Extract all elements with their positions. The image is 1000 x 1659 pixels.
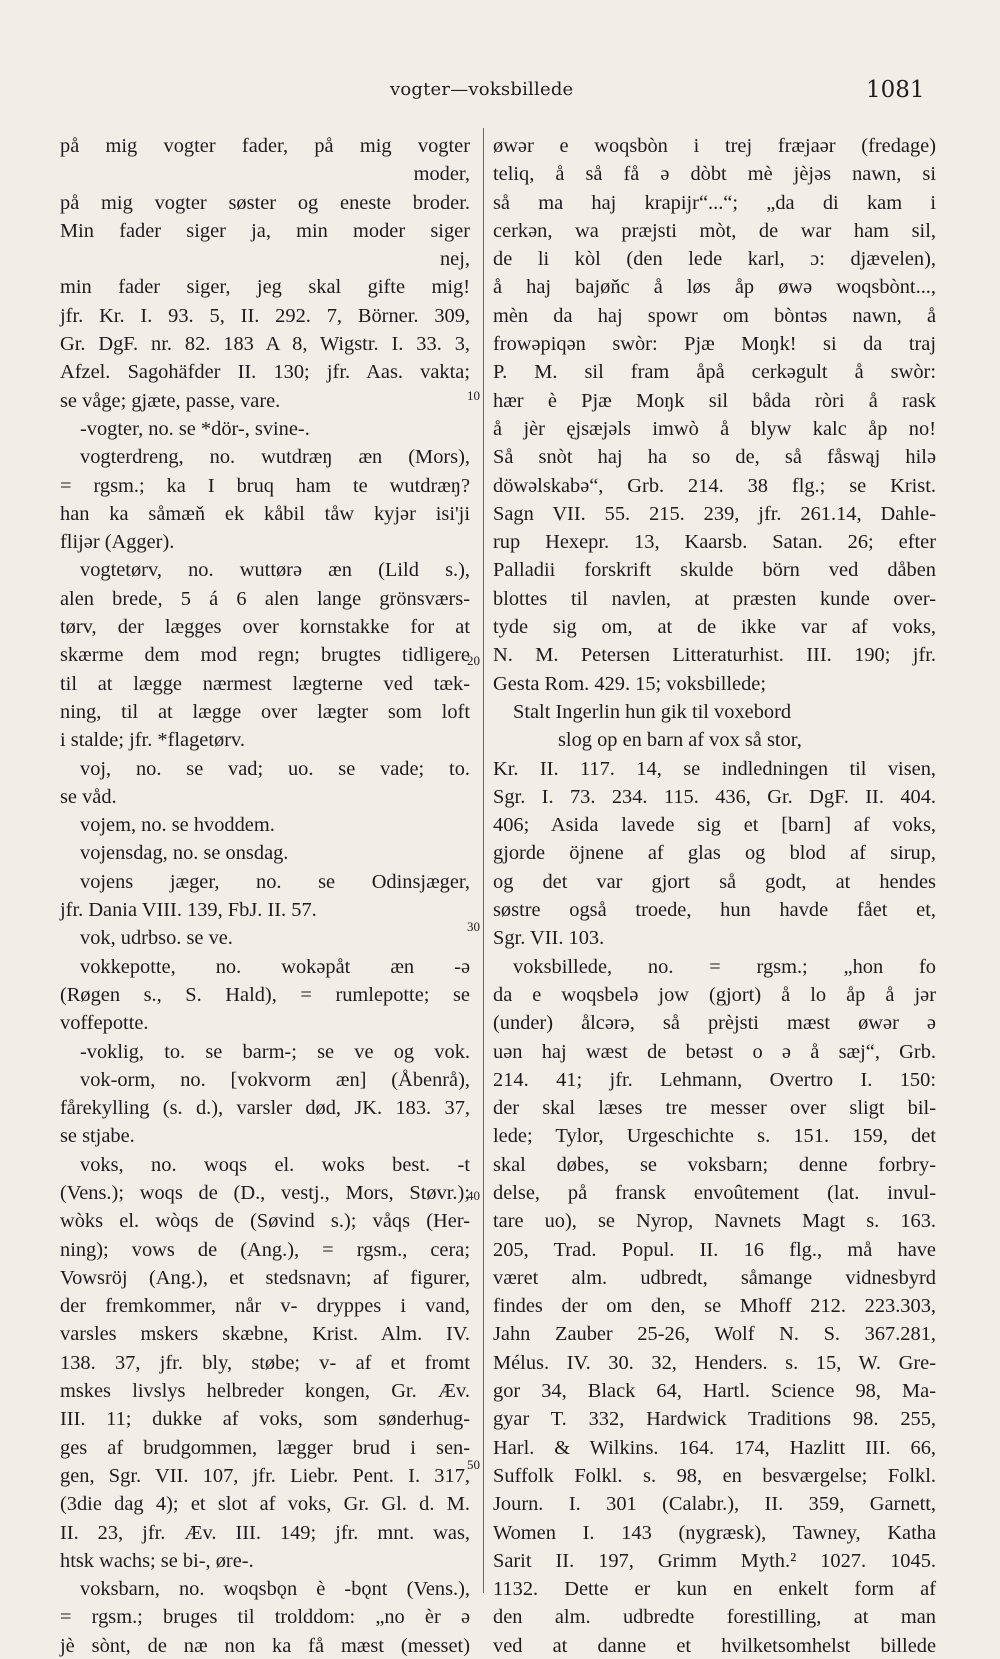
text-line: mskes livslys helbreder kongen, Gr. Æv. xyxy=(60,1380,470,1403)
text-line: N. M. Petersen Litteraturhist. III. 190; jfr. xyxy=(493,644,936,667)
text-line: Gesta Rom. 429. 15; voksbillede; xyxy=(493,672,766,695)
text-line: voffepotte. xyxy=(60,1012,149,1035)
text-line: ning, til at lægge over lægter som loft xyxy=(60,700,470,723)
line-number: 50 xyxy=(467,1457,480,1472)
text-line: på mig vogter søster og eneste broder. xyxy=(60,191,470,214)
text-line: varsles mskers skæbne, Krist. Alm. IV. xyxy=(60,1323,470,1346)
text-line: hær è Pjæ Moŋk sil båda ròri å rask xyxy=(493,389,936,412)
text-line: til at lægge nærmest lægterne ved tæk- xyxy=(60,672,470,695)
text-line: Suffolk Folkl. s. 98, en besværgelse; Folkl. xyxy=(493,1464,936,1487)
text-line: i stalde; jfr. *flagetørv. xyxy=(60,729,245,752)
text-line: jè sònt, de næ non ka få mæst (messet) xyxy=(60,1634,470,1657)
text-line: været alm. udbredt, såmange vidnesbyrd xyxy=(493,1266,936,1289)
text-line: slog op en barn af vox så stor, xyxy=(558,729,802,752)
text-line: Harl. & Wilkins. 164. 174, Hazlitt III. 66, xyxy=(493,1436,936,1459)
text-line: voksbillede, no. = rgsm.; „hon fo xyxy=(513,955,936,978)
text-line: Sagn VII. 55. 215. 239, jfr. 261.14, Dahle- xyxy=(493,502,936,525)
text-line: fårekylling (s. d.), varsler død, JK. 183. 37, xyxy=(60,1097,470,1120)
text-line: findes der om den, se Mhoff 212. 223.303, xyxy=(493,1295,936,1318)
text-line: = rgsm.; bruges til trolddom: „no èr ə xyxy=(60,1606,470,1629)
text-line: (Røgen s., S. Hald), = rumlepotte; se xyxy=(60,983,470,1006)
text-line: så ma haj krapijr“...“; „da di kam i xyxy=(493,191,936,214)
text-line: å haj bajøňc å løs åp øwə woqsbònt..., xyxy=(493,276,936,299)
text-line: (under) ålcərə, så prèjsti mæst øwər ə xyxy=(493,1012,936,1035)
text-line: øwər e woqsbòn i trej fræjaər (fredage) xyxy=(493,135,936,157)
line-number: 40 xyxy=(467,1188,480,1203)
text-line: Stalt Ingerlin hun gik til voxebord xyxy=(513,700,792,723)
text-line: -voklig, to. se barm-; se ve og vok. xyxy=(80,1040,470,1063)
text-line: flijər (Agger). xyxy=(60,531,175,554)
left-column xyxy=(60,132,470,1659)
text-line: lede; Tylor, Urgeschichte s. 151. 159, det xyxy=(493,1125,936,1148)
text-line: jfr. Dania VIII. 139, FbJ. II. 57. xyxy=(60,899,317,922)
text-line: gen, Sgr. VII. 107, jfr. Liebr. Pent. I. 317, xyxy=(60,1464,470,1487)
text-line: Min fader siger ja, min moder siger xyxy=(60,219,470,242)
text-line: gor 34, Black 64, Hartl. Science 98, Ma- xyxy=(493,1380,936,1403)
text-line: voksbarn, no. woqsbǫn è -bǫnt (Vens.), xyxy=(80,1578,470,1601)
text-line: nej, xyxy=(439,248,470,271)
text-line: ved at danne et hvilketsomhelst billede xyxy=(493,1634,936,1657)
text-line: se våd. xyxy=(60,785,117,808)
text-line: gjorde öjnene af glas og blod af sirup, xyxy=(493,842,936,865)
text-line: vojensdag, no. se onsdag. xyxy=(80,842,289,865)
text-line: -vogter, no. se *dör-, svine-. xyxy=(80,417,310,440)
text-line: vogtetørv, no. wuttørə æn (Lild s.), xyxy=(80,559,470,582)
text-line: tørv, der lægges over kornstakke for at xyxy=(60,616,470,639)
text-line: Sgr. I. 73. 234. 115. 436, Gr. DgF. II. 404. xyxy=(493,785,936,808)
text-line: 214. 41; jfr. Lehmann, Overtro I. 150: xyxy=(493,1068,936,1091)
text-line: tare uo), se Nyrop, Navnets Magt s. 163. xyxy=(493,1210,936,1233)
text-line: 205, Trad. Popul. II. 16 flg., må have xyxy=(493,1238,936,1261)
text-line: vojem, no. se hvoddem. xyxy=(80,814,275,837)
text-line: htsk wachs; se bi-, øre-. xyxy=(60,1549,254,1572)
text-line: skal døbes, se voksbarn; denne forbry- xyxy=(493,1153,936,1176)
text-line: Journ. I. 301 (Calabr.), II. 359, Garnett, xyxy=(493,1493,936,1516)
text-line: Sarit II. 197, Grimm Myth.² 1027. 1045. xyxy=(493,1549,936,1572)
text-line: gyar T. 332, Hardwick Traditions 98. 255, xyxy=(493,1408,936,1431)
text-line: 406; Asida lavede sig et [barn] af voks, xyxy=(493,814,936,837)
text-line: vogterdreng, no. wutdræŋ æn (Mors), xyxy=(80,446,470,469)
text-line: vokkepotte, no. wokəpåt æn -ə xyxy=(80,955,470,978)
text-line: skærme dem mod regn; brugtes tidligere xyxy=(60,644,470,667)
column-divider xyxy=(483,128,484,1593)
text-line: der fremkommer, når v- dryppes i vand, xyxy=(60,1295,470,1318)
text-line: Mélus. IV. 30. 32, Henders. s. 15, W. Gre- xyxy=(493,1351,936,1374)
line-number: 30 xyxy=(467,919,480,934)
text-line: se våge; gjæte, passe, vare. xyxy=(60,389,281,412)
text-line: III. 11; dukke af voks, som sønderhug- xyxy=(60,1408,470,1431)
text-line: teliq, å så få ə dòbt mè jèjəs nawn, si xyxy=(493,163,936,186)
text-line: 138. 37, jfr. bly, støbe; v- af et fromt xyxy=(60,1351,470,1374)
text-line: vojens jæger, no. se Odinsjæger, xyxy=(80,870,470,893)
text-line: jfr. Kr. I. 93. 5, II. 292. 7, Börner. 309, xyxy=(60,304,470,327)
text-line: frowəpiqən swòr: Pjæ Moŋk! si da traj xyxy=(493,333,936,356)
text-line: rup Hexepr. 13, Kaarsb. Satan. 26; efter xyxy=(493,531,936,554)
text-line: Sgr. VII. 103. xyxy=(493,927,605,950)
page-number: 1081 xyxy=(866,77,925,103)
text-line: tyde sig om, at de ikke var af voks, xyxy=(493,616,936,639)
text-line: Palladii forskrift skulde börn ved dåben xyxy=(493,559,936,582)
text-line: på mig vogter fader, på mig vogter xyxy=(60,135,470,157)
text-line: de li kòl (den lede karl, ɔ: djævelen), xyxy=(493,248,936,271)
text-line: den alm. udbredte forestilling, at man xyxy=(493,1606,936,1629)
text-line: P. M. sil fram åpå cerkəgult å swòr: xyxy=(493,361,936,384)
text-line: Gr. DgF. nr. 82. 183 A 8, Wigstr. I. 33. 3, xyxy=(60,333,470,356)
text-line: cerkən, wa præjsti mòt, de war ham sil, xyxy=(493,219,936,242)
text-line: der skal læses tre messer over sligt bil- xyxy=(493,1097,936,1120)
text-line: blottes til navlen, at præsten kunde over- xyxy=(493,587,936,610)
text-line: ges af brudgommen, lægger brud i sen- xyxy=(60,1436,470,1459)
line-number: 20 xyxy=(467,653,480,668)
text-line: voj, no. se vad; uo. se vade; to. xyxy=(80,757,470,780)
text-line: wòks el. wòqs de (Søvind s.); våqs (Her- xyxy=(60,1210,470,1233)
text-line: moder, xyxy=(413,163,470,186)
text-line: vok, udrbso. se ve. xyxy=(80,927,233,950)
text-line: Så snòt haj ha so de, så fåswąj hilə xyxy=(493,446,936,469)
text-line: 1132. Dette er kun en enkelt form af xyxy=(493,1578,936,1601)
text-line: ning); vows de (Ang.), = rgsm., cera; xyxy=(60,1238,470,1261)
text-line: II. 23, jfr. Æv. III. 149; jfr. mnt. was, xyxy=(60,1521,470,1544)
text-line: Women I. 143 (nygræsk), Tawney, Katha xyxy=(493,1521,936,1544)
text-line: delse, på fransk envoûtement (lat. invul- xyxy=(493,1181,936,1204)
running-header xyxy=(0,79,1000,107)
text-line: vok-orm, no. [vokvorm æn] (Åbenrå), xyxy=(80,1068,470,1091)
text-line: søstre også troede, hun havde fået et, xyxy=(493,899,936,922)
text-line: da e woqsbelə jow (gjort) å lo åp å jər xyxy=(493,983,936,1006)
text-line: = rgsm.; ka I bruq ham te wutdræŋ? xyxy=(60,474,470,497)
line-number: 10 xyxy=(467,388,480,403)
text-line: döwəlskabə“, Grb. 214. 38 flg.; se Krist. xyxy=(493,474,936,497)
text-line: Vowsröj (Ang.), et stedsnavn; af figurer, xyxy=(60,1266,470,1289)
text-line: (3die dag 4); et slot af voks, Gr. Gl. d. M. xyxy=(60,1493,470,1516)
text-line: (Vens.); woqs de (D., vestj., Mors, Støvr.); xyxy=(60,1181,470,1204)
text-line: å jèr ęjsæjəls imwò å blyw kalc åp no! xyxy=(493,417,936,440)
right-column xyxy=(493,132,936,1659)
text-line: min fader siger, jeg skal gifte mig! xyxy=(60,276,470,299)
text-line: alen brede, 5 á 6 alen lange grönsværs- xyxy=(60,587,470,610)
text-line: se stjabe. xyxy=(60,1125,135,1148)
text-line: voks, no. woqs el. woks best. -t xyxy=(80,1153,470,1176)
text-line: Jahn Zauber 25-26, Wolf N. S. 367.281, xyxy=(493,1323,936,1346)
text-line: uən haj wæst de betəst o ə å sæj“, Grb. xyxy=(493,1040,936,1063)
text-line: Kr. II. 117. 14, se indledningen til visen, xyxy=(493,757,936,780)
header-title: vogter—voksbillede xyxy=(390,79,574,100)
text-line: mèn da haj spowr om bòntəs nawn, å xyxy=(493,304,936,327)
text-line: og det var gjort så godt, at hendes xyxy=(493,870,936,893)
text-line: han ka såmæň ek kåbil tåw kyjər isi'ji xyxy=(60,502,470,525)
text-line: Afzel. Sagohäfder II. 130; jfr. Aas. vakta; xyxy=(60,361,470,384)
